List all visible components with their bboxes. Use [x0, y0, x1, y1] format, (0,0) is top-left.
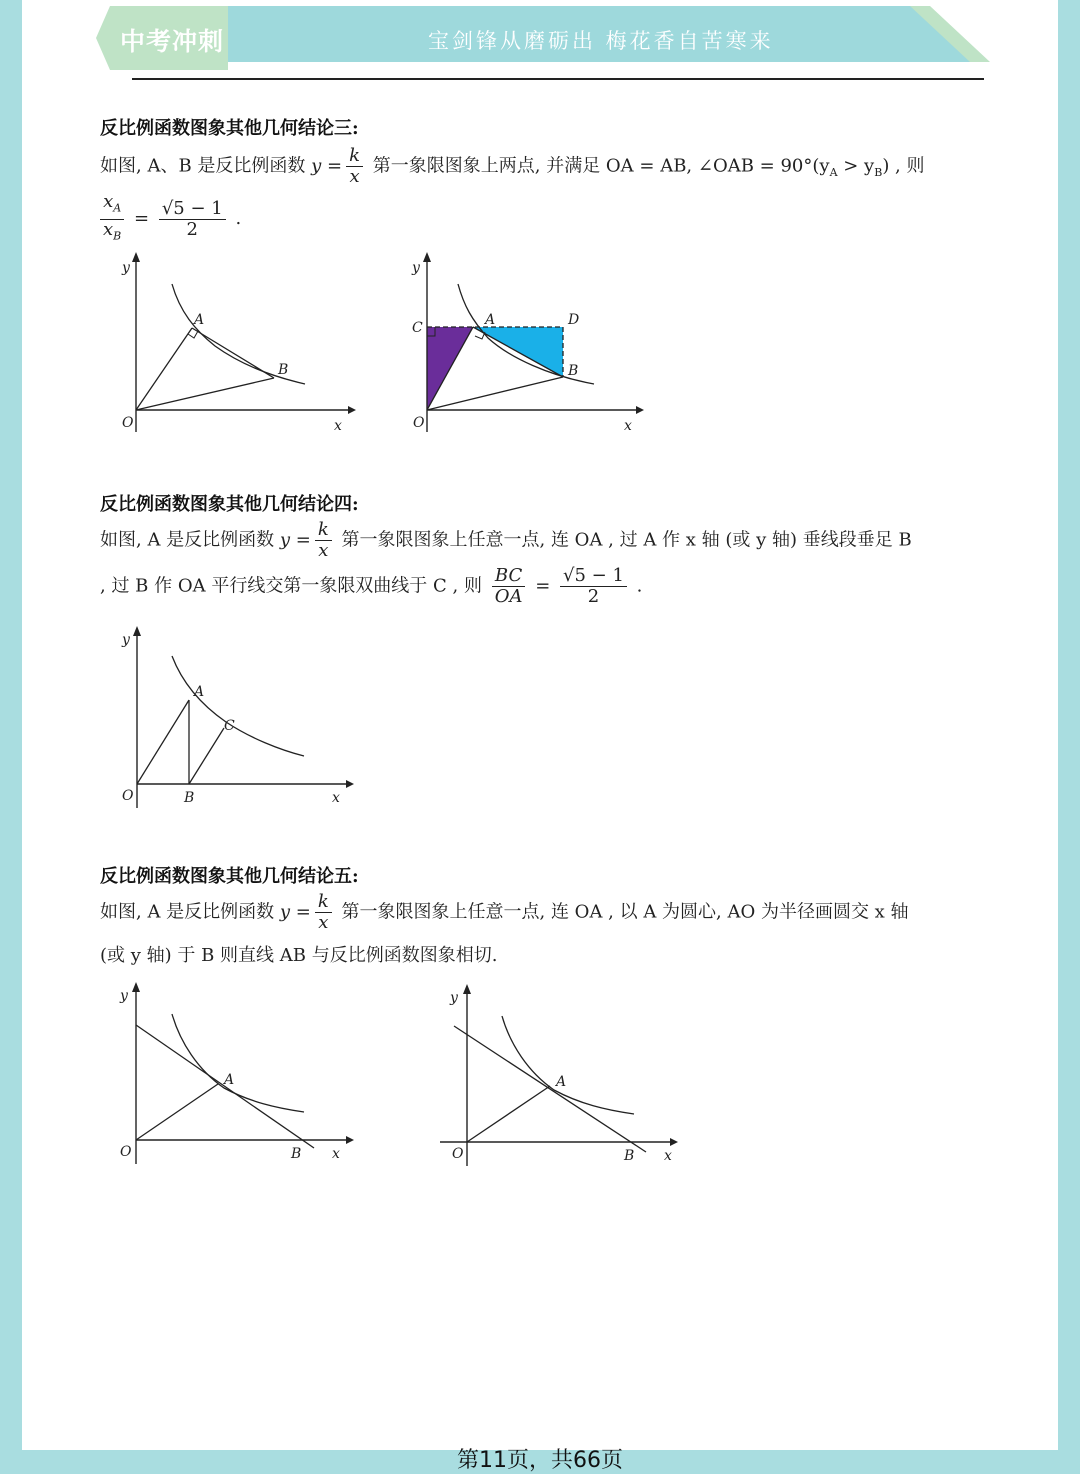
label-b: B	[291, 1146, 302, 1162]
label-o: O	[120, 1144, 132, 1160]
label-y: y	[450, 990, 458, 1006]
label-b: B	[568, 363, 579, 379]
section4-kx-num: k	[315, 520, 332, 541]
label-a: A	[194, 312, 205, 328]
page-number: 第11页，共66页	[457, 1448, 623, 1473]
section4-text-pre: 如图, A 是反比例函数	[100, 529, 280, 551]
label-x: x	[334, 418, 342, 434]
label-a: A	[485, 312, 496, 328]
section3-kx-num: k	[346, 146, 363, 167]
label-b: B	[278, 362, 289, 378]
section3-ratio-den-sub: B	[113, 229, 122, 243]
x-axis-arrow	[670, 1138, 678, 1146]
section5-statement-line1	[100, 892, 909, 933]
x-axis-arrow	[636, 406, 644, 414]
section5-y-eq: y =	[279, 901, 311, 923]
y-axis-arrow	[132, 982, 140, 992]
label-o: O	[122, 788, 134, 804]
label-b: B	[624, 1148, 635, 1164]
section3-formula	[100, 192, 241, 246]
tangent-line-ab	[454, 1026, 646, 1152]
section3-result	[159, 199, 226, 240]
section4-statement-line1	[100, 520, 912, 561]
header-tag: 中考冲刺	[120, 27, 225, 56]
section3-statement	[100, 146, 925, 187]
label-b: B	[184, 790, 195, 806]
section4-text-post: 第一象限图象上任意一点, 连 OA , 过 A 作 x 轴 (或 y 轴) 垂线段垂足 B	[335, 529, 912, 551]
section4-eq: =	[535, 575, 551, 597]
y-axis-arrow	[423, 252, 431, 262]
section4-statement-line2	[100, 566, 642, 607]
x-axis-arrow	[346, 1136, 354, 1144]
section3-result-den: 2	[186, 218, 198, 240]
section3-gt: > y	[837, 155, 875, 177]
section4-ratio	[492, 566, 526, 607]
section3-text-end: ) , 则	[882, 155, 925, 177]
section4-result-den: 2	[587, 586, 600, 607]
section4-title: 反比例函数图象其他几何结论四:	[100, 494, 359, 515]
section3-text-post: 第一象限图象上两点, 并满足 OA = AB, ∠OAB = 90°(y	[367, 155, 830, 177]
section3-ratio-num: x	[103, 191, 114, 212]
label-o: O	[413, 415, 425, 431]
section3-y-eq: y =	[311, 155, 343, 177]
segment-ob	[427, 377, 563, 410]
section4-text-line2: , 过 B 作 OA 平行线交第一象限双曲线于 C , 则	[100, 575, 488, 597]
segment-ab	[192, 328, 274, 378]
section5-kx-fraction	[315, 892, 332, 933]
section3-kx-fraction	[346, 146, 363, 187]
label-x: x	[332, 790, 340, 806]
label-x: x	[664, 1148, 672, 1164]
label-o: O	[122, 415, 134, 431]
label-x: x	[624, 418, 632, 434]
section4-result-num: √5 − 1	[560, 566, 627, 587]
header-divider	[132, 78, 984, 80]
section5-figure-right	[432, 980, 692, 1170]
segment-ob	[136, 378, 274, 410]
label-y: y	[412, 260, 420, 276]
header-banner	[0, 0, 1080, 90]
segment-oa	[136, 328, 192, 410]
label-x: x	[332, 1146, 340, 1162]
section3-ratio-num-sub: A	[113, 201, 122, 215]
section5-text-pre: 如图, A 是反比例函数	[100, 901, 280, 923]
section3-figure-right	[390, 250, 650, 440]
hyperbola-curve	[502, 1016, 634, 1114]
label-d: D	[568, 312, 580, 328]
x-axis-arrow	[346, 780, 354, 788]
y-axis-arrow	[133, 626, 141, 636]
section5-text-post: 第一象限图象上任意一点, 连 OA , 以 A 为圆心, AO 为半径画圆交 x 轴	[335, 901, 909, 923]
label-a: A	[194, 684, 205, 700]
label-y: y	[122, 260, 130, 276]
hyperbola-curve	[172, 656, 304, 756]
y-axis-arrow	[132, 252, 140, 262]
section3-eq: =	[133, 208, 150, 230]
label-a: A	[556, 1074, 567, 1090]
section4-result	[560, 566, 627, 607]
header-slogan: 宝剑锋从磨砺出 梅花香自苦寒来	[428, 29, 774, 53]
section3-sub-b: B	[874, 166, 883, 180]
section3-ratio	[100, 192, 124, 246]
section4-ratio-num: BC	[492, 566, 526, 587]
label-c: C	[224, 718, 235, 734]
section4-kx-fraction	[315, 520, 332, 561]
section3-ratio-den: x	[103, 218, 114, 240]
section4-period: .	[636, 575, 643, 597]
section4-y-eq: y =	[279, 529, 311, 551]
x-axis-arrow	[348, 406, 356, 414]
label-c: C	[412, 320, 423, 336]
section5-figure-left	[100, 980, 360, 1170]
segment-oa	[467, 1086, 550, 1142]
section4-kx-den: x	[318, 540, 329, 561]
section5-kx-num: k	[315, 892, 332, 913]
label-y: y	[122, 632, 130, 648]
segment-oa	[137, 700, 189, 784]
section3-result-num: √5 − 1	[159, 199, 226, 220]
label-a: A	[224, 1072, 235, 1088]
segment-oa	[136, 1084, 218, 1140]
section3-text-pre: 如图, A、B 是反比例函数	[100, 155, 312, 177]
y-axis-arrow	[463, 984, 471, 994]
section5-title: 反比例函数图象其他几何结论五:	[100, 866, 359, 887]
section3-title: 反比例函数图象其他几何结论三:	[100, 118, 359, 139]
section3-figure-left	[100, 250, 360, 440]
segment-bc	[189, 728, 224, 784]
label-o: O	[452, 1146, 464, 1162]
section5-kx-den: x	[318, 912, 329, 933]
label-y: y	[120, 988, 128, 1004]
section3-kx-den: x	[349, 166, 360, 187]
section4-ratio-den: OA	[494, 586, 523, 607]
section5-statement-line2: (或 y 轴) 于 B 则直线 AB 与反比例函数图象相切.	[100, 945, 498, 966]
section4-figure	[100, 622, 360, 812]
section3-sub-a: A	[829, 166, 838, 180]
section3-period: .	[235, 208, 242, 230]
